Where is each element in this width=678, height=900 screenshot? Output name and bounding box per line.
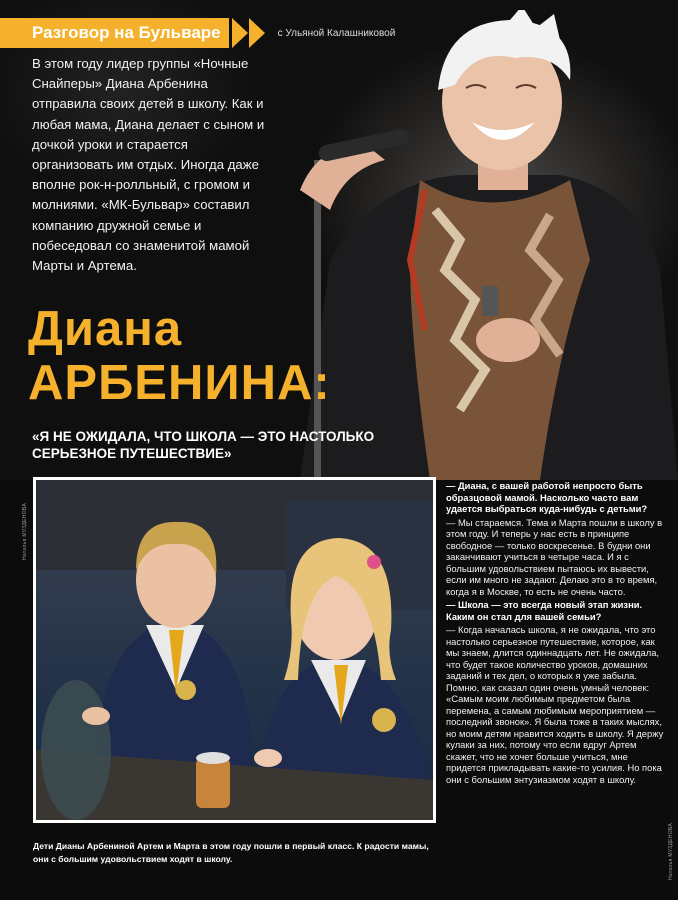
interview-question: — Школа — это всегда новый этап жизни. Каким он стал для вашей семьи? (446, 599, 643, 622)
photo-credit-left: Наталья МУЗДЕНОВА (22, 503, 28, 560)
children-photo (33, 477, 436, 823)
title-line-1: Диана (28, 302, 183, 356)
interview-answer: — Когда началась школа, я не ожидала, что это настолько серьезное путешествие, которое, как мы знаем, длится одиннадцать лет. Не ожидала, что будет такое количество уроков, домашних заданий и тех дел, о которых я уже забыла. Помню, как сказал один очень умный человек: «Самым моим любимым предметом была перемена, а самым любимым мероприятием — последний звонок». Я была тоже в таких мыслях, но моим детям нравится ходить в школу. Я держу кулаки за них, потому что если вдруг Артем скажет, что не хочет больше учиться, мне придется прикладывать какие-то усилия. Но пока они с большим энтузиазмом ходят в школу. (446, 624, 664, 785)
section-header (0, 17, 395, 49)
lead-paragraph: В этом году лидер группы «Ночные Снайперы» Диана Арбенина отправила своих детей в школу. Как и любая мама, Диана делает с сыном и дочкой уроки и старается организовать им отдых. Иногда даже вполне рок-н-ролльный, с громом и молниями. «МК-Бульвар» составил компанию дружной семье и побеседовал со знаменитой мамой Марты и Артема. (32, 56, 265, 274)
chevron-right-icon (232, 18, 266, 48)
interview-column (446, 480, 664, 787)
interview-question: — Диана, с вашей работой непросто быть образцовой мамой. Насколько часто вам удается выбраться куда-нибудь с детьми? (446, 480, 648, 514)
section-tag: Разговор на Бульваре (0, 18, 229, 48)
author-credit: с Ульяной Калашниковой (277, 27, 396, 39)
interview-answer: — Мы стараемся. Тема и Марта пошли в школу в этом году. И теперь у нас есть в принципе свободное — только воскресенье. В будни они заканчивают учиться в четыре часа. И я с большим удовольствием пытаюсь их вывести, если им много не задают. Делаю это в то время, когда я в Москве, то есть не очень часто. (446, 516, 663, 597)
photo-caption: Дети Дианы Арбениной Артем и Марта в этом году пошли в первый класс. К радости мамы, они с большим удовольствием ходят в школу. (33, 841, 429, 864)
title-line-2: АРБЕНИНА: (28, 356, 331, 410)
photo-credit-right: Наталья МУЗДЕНОВА (668, 823, 674, 880)
article-subtitle: «Я НЕ ОЖИДАЛА, ЧТО ШКОЛА — ЭТО НАСТОЛЬКО СЕРЬЕЗНОЕ ПУТЕШЕСТВИЕ» (32, 429, 375, 461)
article-title (28, 302, 331, 410)
children-illustration (36, 480, 433, 820)
